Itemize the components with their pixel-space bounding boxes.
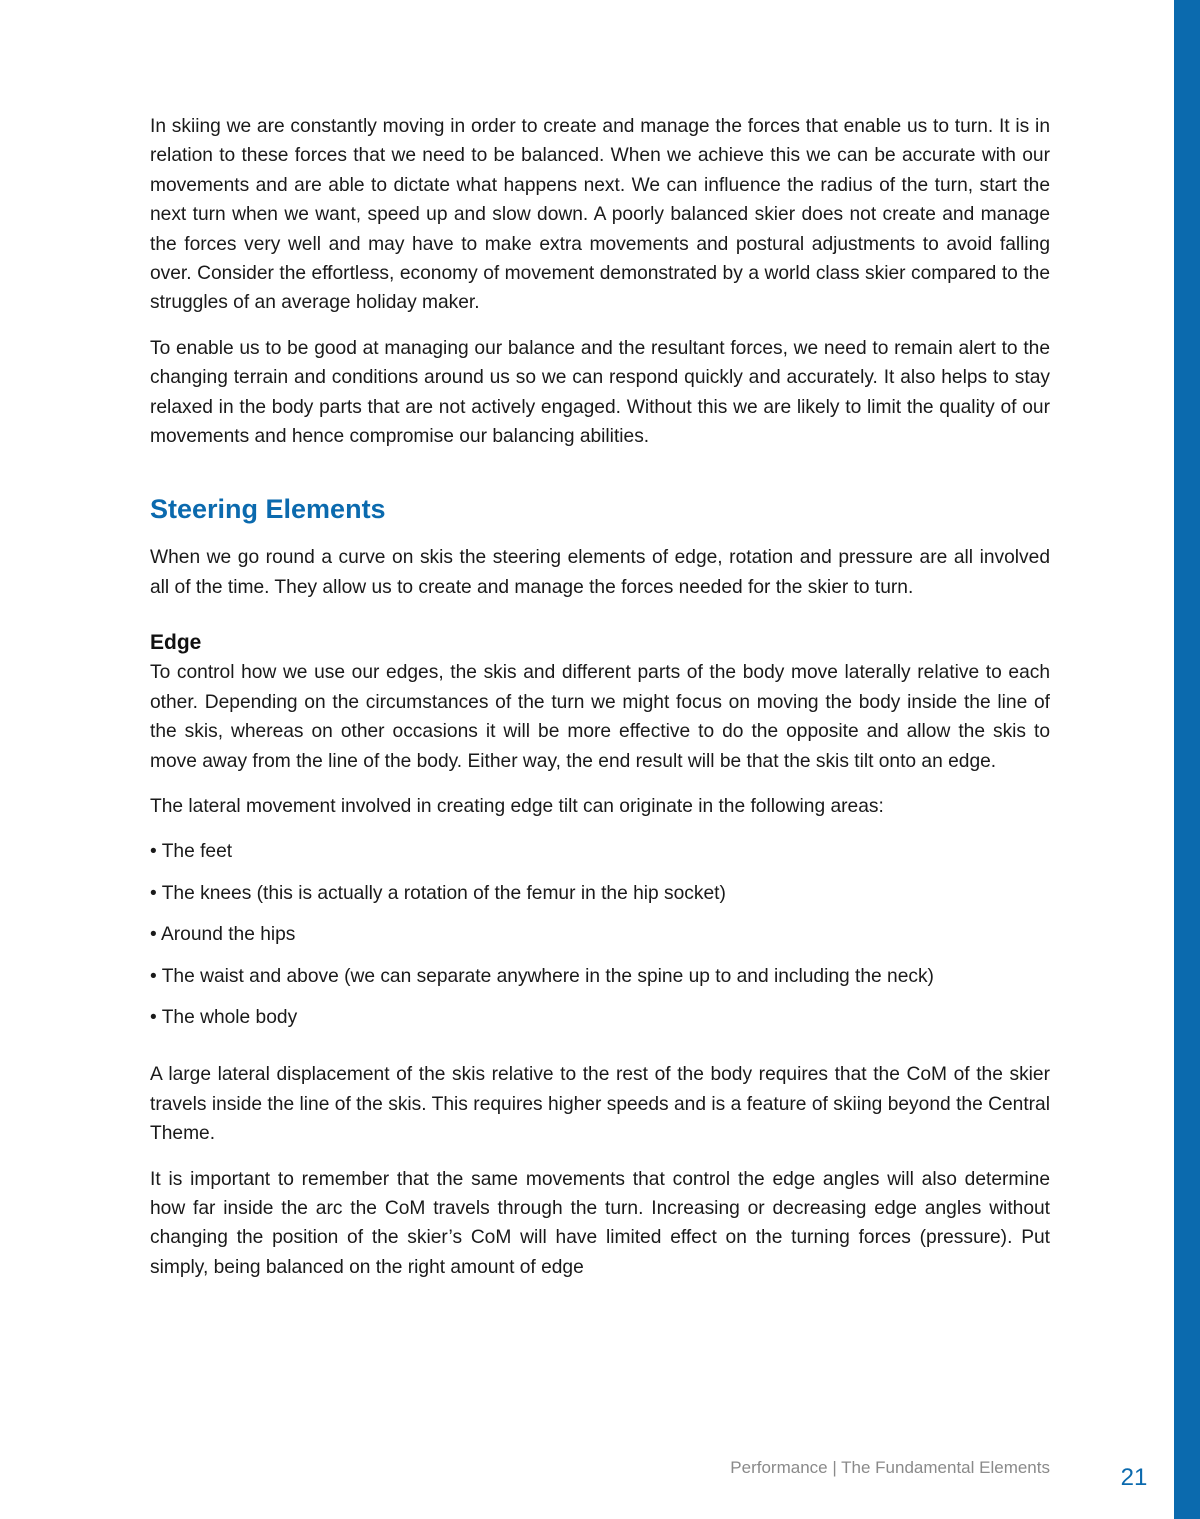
steering-elements-heading: Steering Elements (150, 494, 386, 525)
list-item: • The whole body (150, 1006, 298, 1028)
side-accent-bar (1174, 0, 1200, 1519)
running-footer: Performance | The Fundamental Elements (730, 1458, 1050, 1477)
list-item: • Around the hips (150, 924, 296, 946)
edge-paragraph-1: To control how we use our edges, the skis and different parts of the body move laterally relative to each other. Depending on the circumstances of the turn we might focus on moving the body inside the line of the skis, whereas on other occasions it will be more effective to do the opposite and allow the skis to move away from the line of the body. Either way, the end result will be that the skis tilt onto an edge. (150, 662, 1050, 772)
steering-elements-paragraph: When we go round a curve on skis the steering elements of edge, rotation and pressure are all involved all of the time. They allow us to create and manage the forces needed for the skier to turn. (150, 547, 1050, 598)
page-number: 21 (1120, 1464, 1148, 1491)
edge-heading: Edge (150, 631, 202, 655)
edge-paragraph-3: A large lateral displacement of the skis relative to the rest of the body requires that the CoM of the skier travels inside the line of the skis. This requires higher speeds and is a feature of skiing beyond the Central Theme. (150, 1064, 1050, 1145)
list-item: • The waist and above (we can separate anywhere in the spine up to and including the neck) (150, 965, 934, 987)
list-item: • The knees (this is actually a rotation of the femur in the hip socket) (150, 882, 726, 904)
intro-paragraph-2: To enable us to be good at managing our balance and the resultant forces, we need to remain alert to the changing terrain and conditions around us so we can respond quickly and accurately. It also helps to stay relaxed in the body parts that are not actively engaged. Without this we are likely to limit the quality of our movements and hence compromise our balancing abilities. (150, 337, 1050, 448)
edge-paragraph-2: The lateral movement involved in creating edge tilt can originate in the following areas: (150, 795, 884, 817)
page-content (150, 112, 1050, 1298)
list-item: • The feet (150, 841, 233, 863)
intro-paragraph-1: In skiing we are constantly moving in order to create and manage the forces that enable us to turn. It is in relation to these forces that we need to be balanced. When we achieve this we can be accurate with our movements and are able to dictate what happens next. We can influence the radius of the turn, start the next turn when we want, speed up and slow down. A poorly balanced skier does not create and manage the forces very well and may have to make extra movements and postural adjustments to avoid falling over. Consider the effortless, economy of movement demonstrated by a world class skier compared to the struggles of an average holiday maker. (150, 116, 1050, 314)
edge-tilt-origins-list (150, 837, 1050, 1032)
edge-paragraph-4: It is important to remember that the same movements that control the edge angles will also determine how far inside the arc the CoM travels through the turn. Increasing or decreasing edge angles without changing the position of the skier’s CoM will have limited effect on the turning forces (pressure). Put simply, being balanced on the right amount of edge (150, 1168, 1050, 1278)
